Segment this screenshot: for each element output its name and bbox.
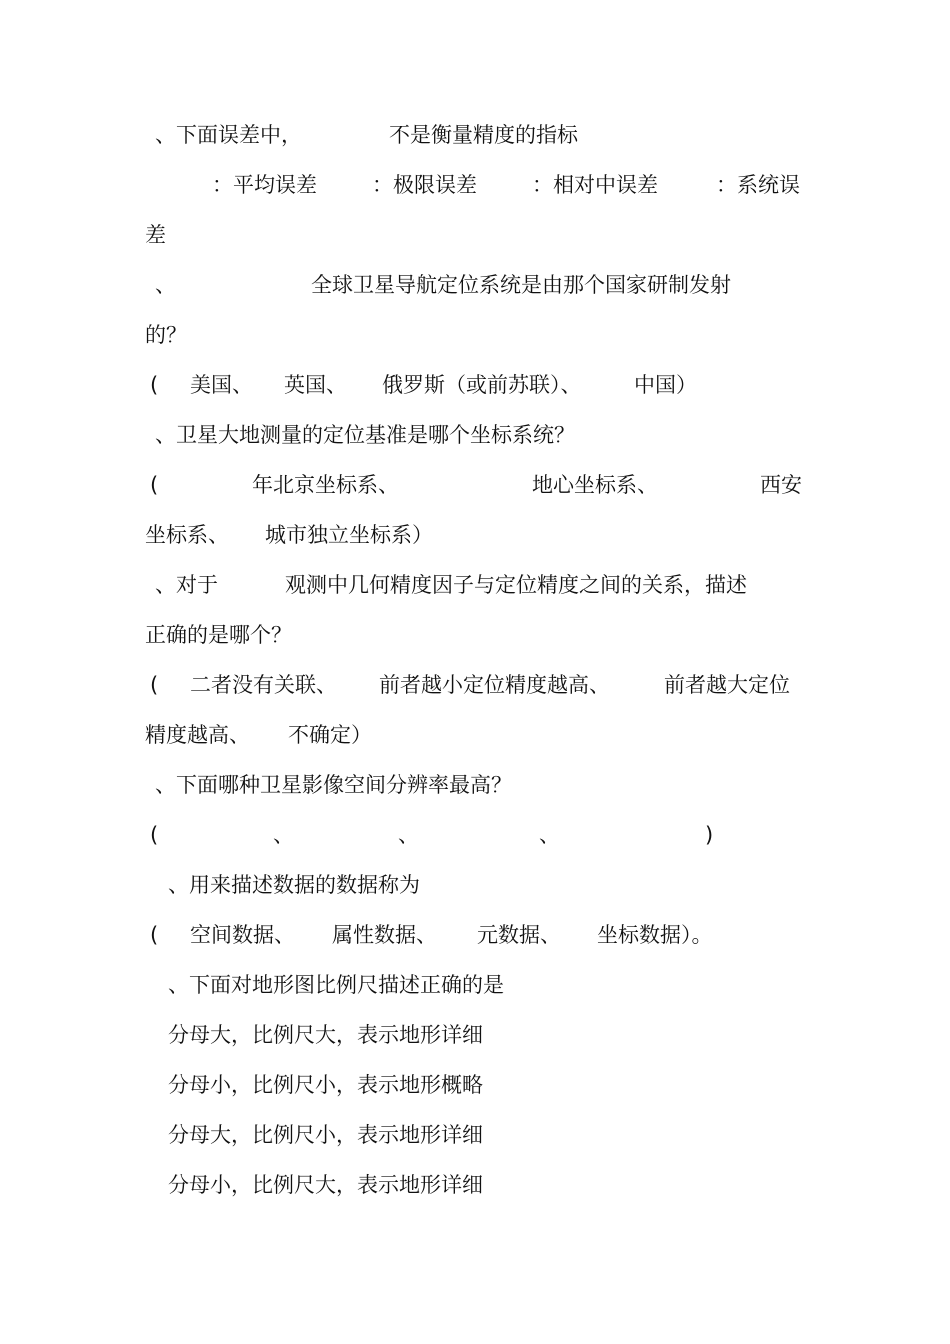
q5-stem-line [0, 770, 950, 800]
q1-option-c: ：相对中误差 [532, 173, 658, 197]
q1-option-d: ：系统误 [716, 173, 800, 197]
q5-separator-2: 、 [398, 823, 419, 847]
q2-option-a: 美国、 [190, 373, 253, 397]
q1-stem-text: 不是衡量精度的指标 [389, 123, 578, 147]
q6-option-d: 坐标数据）。 [597, 923, 713, 947]
q2-stem-text: 全球卫星导航定位系统是由那个国家研制发射 [311, 273, 731, 297]
q4-option-c: 前者越大定位 [664, 673, 790, 697]
q2-option-d: 中国） [634, 373, 697, 397]
q3-option-a: 年北京坐标系、 [252, 473, 399, 497]
q5-stem-text: 、下面哪种卫星影像空间分辨率最高？ [155, 773, 512, 797]
q6-options-line [0, 920, 950, 950]
q1-option-b: ：极限误差 [372, 173, 477, 197]
q2-paren-open: ( [150, 373, 159, 397]
q4-option-d: 不确定） [288, 723, 372, 747]
q2-stem-cont: 的？ [145, 323, 187, 347]
q4-stem-cont: 正确的是哪个？ [145, 623, 292, 647]
q3-stem-text: 、卫星大地测量的定位基准是哪个坐标系统？ [155, 423, 575, 447]
q3-option-d: 城市独立坐标系） [265, 523, 433, 547]
q1-stem-line [0, 120, 950, 150]
q2-number-sep: 、 [155, 273, 176, 297]
q1-stem-prefix: 、下面误差中， [155, 123, 302, 147]
q7-option-b: 分母小，比例尺小，表示地形概略 [168, 1073, 483, 1097]
q3-option-c-cont: 坐标系、 [145, 523, 229, 547]
q5-separator-3: 、 [539, 823, 560, 847]
q3-paren-open: ( [150, 473, 159, 497]
q3-stem-line [0, 420, 950, 450]
q6-paren-open: ( [150, 923, 159, 947]
q7-stem-text: 、下面对地形图比例尺描述正确的是 [168, 973, 504, 997]
q4-stem-prefix: 、对于 [155, 573, 218, 597]
q4-stem-cont-line [0, 620, 950, 650]
q6-option-a: 空间数据、 [190, 923, 295, 947]
q6-stem-line [0, 870, 950, 900]
q2-stem-line [0, 270, 950, 300]
q4-option-c-cont: 精度越高、 [145, 723, 250, 747]
q3-options-line [0, 470, 950, 500]
q4-option-b: 前者越小定位精度越高、 [379, 673, 610, 697]
q2-options-line [0, 370, 950, 400]
q7-option-c: 分母大，比例尺小，表示地形详细 [168, 1123, 483, 1147]
q2-option-c: 俄罗斯（或前苏联）、 [382, 373, 582, 397]
q6-stem-text: 、用来描述数据的数据称为 [168, 873, 420, 897]
q4-options-line [0, 670, 950, 700]
q3-option-c: 西安 [760, 473, 802, 497]
q2-stem-cont-line [0, 320, 950, 350]
q4-stem-text: 观测中几何精度因子与定位精度之间的关系，描述 [285, 573, 747, 597]
q1-options-cont-line [0, 220, 950, 250]
q7-stem-line [0, 970, 950, 1000]
q4-stem-line [0, 570, 950, 600]
q1-option-a: ：平均误差 [212, 173, 317, 197]
q1-options-line [0, 170, 950, 200]
q3-options-cont-line [0, 520, 950, 550]
q5-paren-close: ) [705, 823, 714, 847]
q7-option-d: 分母小，比例尺大，表示地形详细 [168, 1173, 483, 1197]
q4-options-cont-line [0, 720, 950, 750]
q1-option-d-cont: 差 [145, 223, 166, 247]
q6-option-b: 属性数据、 [332, 923, 437, 947]
q4-paren-open: ( [150, 673, 159, 697]
q7-option-a: 分母大，比例尺大，表示地形详细 [168, 1023, 483, 1047]
q4-option-a: 二者没有关联、 [190, 673, 337, 697]
q5-separator-1: 、 [273, 823, 294, 847]
q7-option-line [0, 1070, 950, 1100]
q7-option-line [0, 1170, 950, 1200]
q5-options-line [0, 820, 950, 850]
q6-option-c: 元数据、 [477, 923, 561, 947]
q2-option-b: 英国、 [284, 373, 347, 397]
q3-option-b: 地心坐标系、 [532, 473, 658, 497]
q7-option-line [0, 1020, 950, 1050]
q7-option-line [0, 1120, 950, 1150]
q5-paren-open: ( [150, 823, 159, 847]
